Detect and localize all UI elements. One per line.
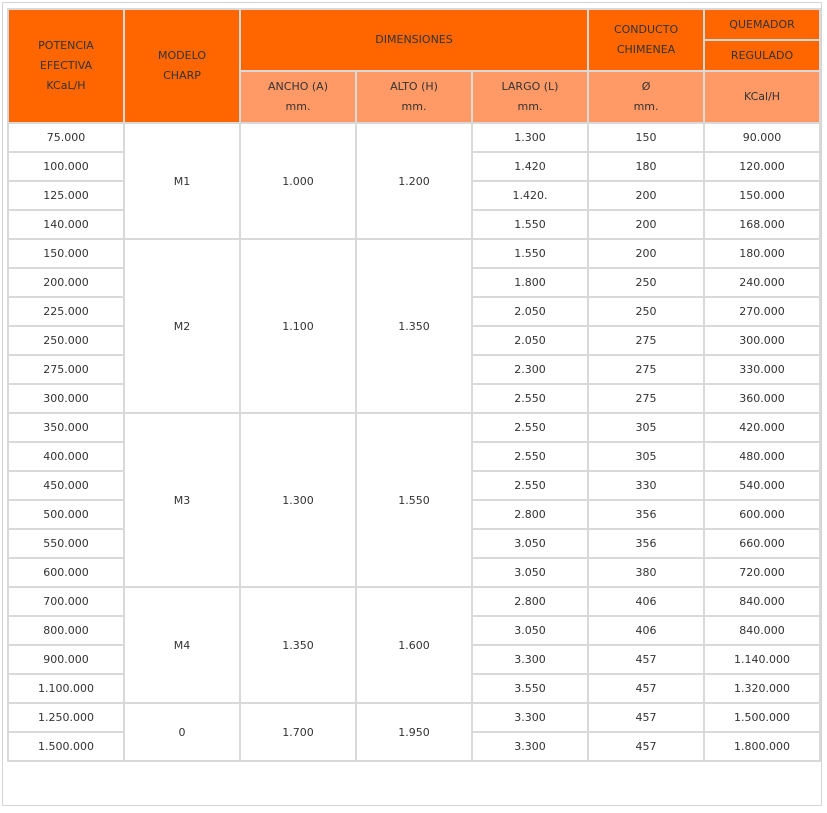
cell-kcal: 540.000 <box>704 471 820 500</box>
cell-largo: 1.550 <box>472 210 588 239</box>
cell-potencia: 1.250.000 <box>8 703 124 732</box>
table-header <box>8 9 820 123</box>
header-conducto: CONDUCTO CHIMENEA <box>588 9 704 71</box>
cell-ancho: 1.100 <box>240 239 356 413</box>
cell-largo: 2.800 <box>472 500 588 529</box>
cell-potencia: 75.000 <box>8 123 124 152</box>
cell-largo: 2.550 <box>472 413 588 442</box>
cell-diametro: 200 <box>588 181 704 210</box>
cell-largo: 2.550 <box>472 384 588 413</box>
cell-diametro: 406 <box>588 587 704 616</box>
cell-ancho: 1.000 <box>240 123 356 239</box>
cell-potencia: 800.000 <box>8 616 124 645</box>
cell-ancho: 1.700 <box>240 703 356 761</box>
cell-kcal: 90.000 <box>704 123 820 152</box>
cell-diametro: 330 <box>588 471 704 500</box>
cell-kcal: 840.000 <box>704 587 820 616</box>
header-modelo: MODELO CHARP <box>124 9 240 123</box>
cell-potencia: 125.000 <box>8 181 124 210</box>
header-kcal: KCal/H <box>704 71 820 123</box>
table-row <box>8 413 820 442</box>
header-diametro: Ø mm. <box>588 71 704 123</box>
cell-potencia: 700.000 <box>8 587 124 616</box>
cell-largo: 3.300 <box>472 703 588 732</box>
cell-diametro: 150 <box>588 123 704 152</box>
cell-largo: 2.300 <box>472 355 588 384</box>
cell-kcal: 300.000 <box>704 326 820 355</box>
cell-kcal: 180.000 <box>704 239 820 268</box>
cell-potencia: 250.000 <box>8 326 124 355</box>
cell-largo: 2.550 <box>472 471 588 500</box>
cell-largo: 3.050 <box>472 616 588 645</box>
cell-modelo: 0 <box>124 703 240 761</box>
cell-diametro: 180 <box>588 152 704 181</box>
cell-largo: 2.550 <box>472 442 588 471</box>
cell-kcal: 1.500.000 <box>704 703 820 732</box>
cell-largo: 1.420. <box>472 181 588 210</box>
cell-kcal: 480.000 <box>704 442 820 471</box>
cell-diametro: 457 <box>588 732 704 761</box>
cell-potencia: 550.000 <box>8 529 124 558</box>
cell-kcal: 330.000 <box>704 355 820 384</box>
cell-alto: 1.550 <box>356 413 472 587</box>
cell-kcal: 600.000 <box>704 500 820 529</box>
cell-diametro: 305 <box>588 442 704 471</box>
cell-largo: 1.800 <box>472 268 588 297</box>
header-ancho: ANCHO (A) mm. <box>240 71 356 123</box>
header-dimensiones: DIMENSIONES <box>240 9 588 71</box>
cell-potencia: 500.000 <box>8 500 124 529</box>
header-largo: LARGO (L) mm. <box>472 71 588 123</box>
cell-diametro: 305 <box>588 413 704 442</box>
cell-diametro: 200 <box>588 210 704 239</box>
cell-largo: 3.300 <box>472 732 588 761</box>
cell-largo: 3.300 <box>472 645 588 674</box>
table-row <box>8 123 820 152</box>
cell-diametro: 250 <box>588 297 704 326</box>
cell-alto: 1.950 <box>356 703 472 761</box>
cell-diametro: 380 <box>588 558 704 587</box>
cell-largo: 1.420 <box>472 152 588 181</box>
cell-potencia: 150.000 <box>8 239 124 268</box>
cell-diametro: 250 <box>588 268 704 297</box>
table-body <box>8 123 820 761</box>
cell-diametro: 406 <box>588 616 704 645</box>
cell-kcal: 420.000 <box>704 413 820 442</box>
cell-diametro: 275 <box>588 326 704 355</box>
cell-kcal: 150.000 <box>704 181 820 210</box>
cell-potencia: 350.000 <box>8 413 124 442</box>
cell-potencia: 900.000 <box>8 645 124 674</box>
cell-diametro: 275 <box>588 355 704 384</box>
header-quemador: QUEMADOR <box>704 9 820 40</box>
header-regulado: REGULADO <box>704 40 820 71</box>
cell-kcal: 168.000 <box>704 210 820 239</box>
cell-kcal: 360.000 <box>704 384 820 413</box>
cell-potencia: 100.000 <box>8 152 124 181</box>
cell-potencia: 140.000 <box>8 210 124 239</box>
cell-kcal: 720.000 <box>704 558 820 587</box>
cell-largo: 2.050 <box>472 326 588 355</box>
cell-diametro: 457 <box>588 674 704 703</box>
cell-kcal: 1.320.000 <box>704 674 820 703</box>
header-potencia: POTENCIA EFECTIVA KCaL/H <box>8 9 124 123</box>
cell-diametro: 200 <box>588 239 704 268</box>
cell-diametro: 457 <box>588 645 704 674</box>
cell-potencia: 450.000 <box>8 471 124 500</box>
cell-largo: 3.550 <box>472 674 588 703</box>
cell-modelo: M1 <box>124 123 240 239</box>
cell-kcal: 660.000 <box>704 529 820 558</box>
cell-kcal: 240.000 <box>704 268 820 297</box>
cell-alto: 1.350 <box>356 239 472 413</box>
cell-largo: 3.050 <box>472 558 588 587</box>
cell-largo: 3.050 <box>472 529 588 558</box>
cell-potencia: 225.000 <box>8 297 124 326</box>
cell-kcal: 1.800.000 <box>704 732 820 761</box>
cell-alto: 1.600 <box>356 587 472 703</box>
cell-kcal: 1.140.000 <box>704 645 820 674</box>
cell-kcal: 270.000 <box>704 297 820 326</box>
cell-diametro: 457 <box>588 703 704 732</box>
cell-diametro: 275 <box>588 384 704 413</box>
table-row <box>8 703 820 732</box>
cell-potencia: 300.000 <box>8 384 124 413</box>
specs-table <box>7 8 821 762</box>
cell-largo: 1.550 <box>472 239 588 268</box>
cell-potencia: 1.100.000 <box>8 674 124 703</box>
cell-modelo: M3 <box>124 413 240 587</box>
cell-alto: 1.200 <box>356 123 472 239</box>
table-row <box>8 587 820 616</box>
cell-kcal: 840.000 <box>704 616 820 645</box>
cell-potencia: 1.500.000 <box>8 732 124 761</box>
cell-diametro: 356 <box>588 529 704 558</box>
cell-largo: 1.300 <box>472 123 588 152</box>
cell-ancho: 1.300 <box>240 413 356 587</box>
table-row <box>8 239 820 268</box>
cell-potencia: 400.000 <box>8 442 124 471</box>
cell-potencia: 275.000 <box>8 355 124 384</box>
cell-modelo: M2 <box>124 239 240 413</box>
cell-potencia: 200.000 <box>8 268 124 297</box>
cell-kcal: 120.000 <box>704 152 820 181</box>
cell-largo: 2.800 <box>472 587 588 616</box>
cell-diametro: 356 <box>588 500 704 529</box>
cell-potencia: 600.000 <box>8 558 124 587</box>
header-alto: ALTO (H) mm. <box>356 71 472 123</box>
cell-modelo: M4 <box>124 587 240 703</box>
cell-largo: 2.050 <box>472 297 588 326</box>
cell-ancho: 1.350 <box>240 587 356 703</box>
